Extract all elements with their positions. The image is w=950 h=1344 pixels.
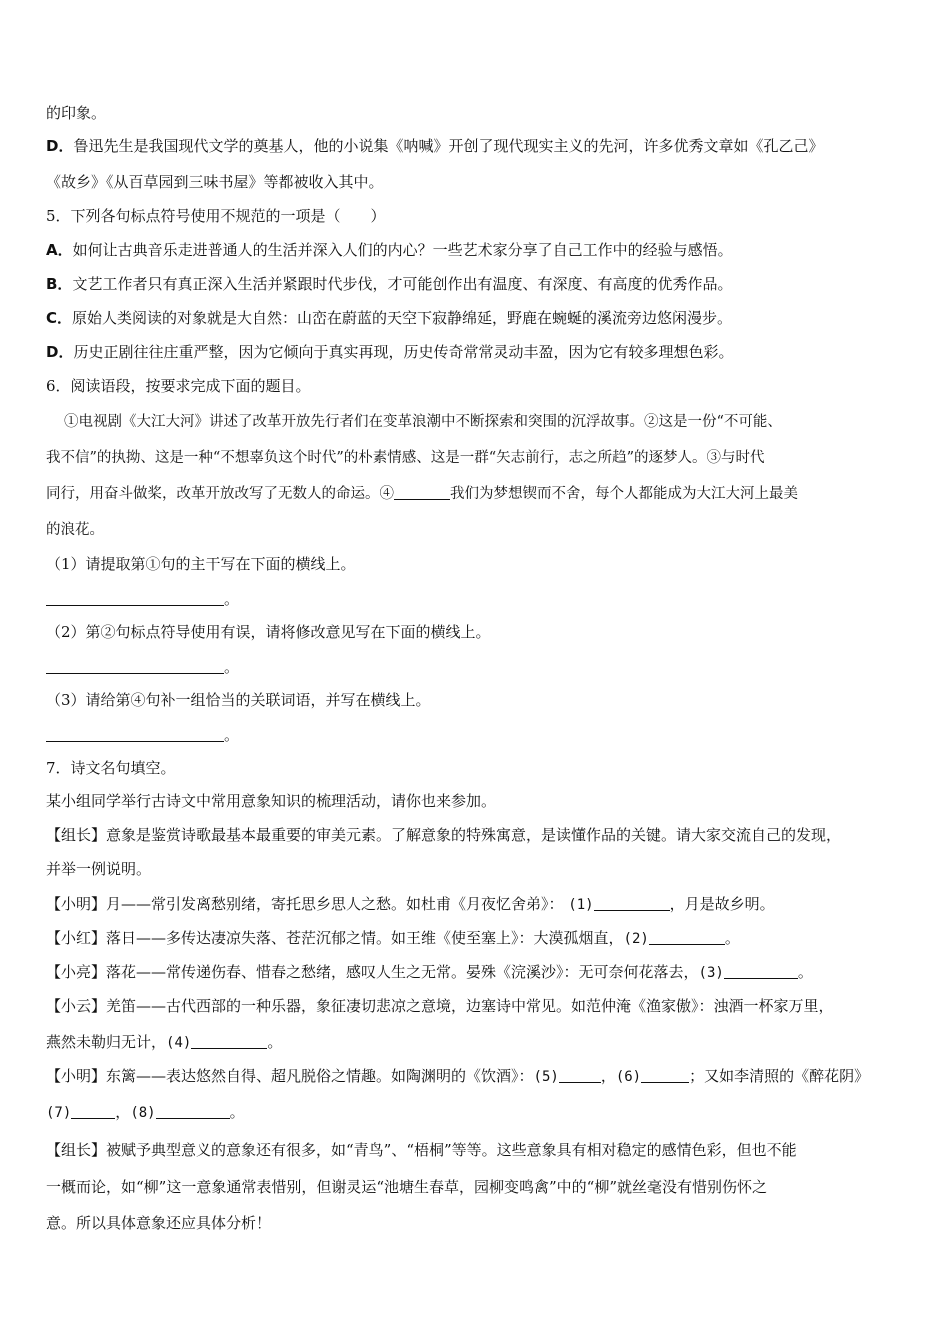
dialogue-text: 【小亮】落花——常传递伤春、惜春之愁绪，感叹人生之无常。晏殊《浣溪沙》：无可奈何花落去， <box>46 963 699 981</box>
blank-number: (4) <box>166 1035 192 1051</box>
passage-text: ①电视剧《大江大河》讲述了改革开放先行者们在变革浪潮中不断探索和突围的沉浮故事。②这是一份“不可能、 <box>64 414 782 430</box>
q7-leader-1-cont <box>46 859 151 879</box>
period: 。 <box>224 726 240 744</box>
dialogue-text: 。 <box>724 929 740 947</box>
blank-number: (5) <box>533 1069 559 1085</box>
dialogue-text: 一概而论，如“柳”这一意象通常表惜别，但谢灵运“池塘生春草，园柳变鸣禽”中的“柳”就丝毫没有惜别伤怀之 <box>46 1178 768 1196</box>
sub-question: （1）请提取第①句的主干写在下面的横线上。 <box>46 555 356 573</box>
q6-answer-line-3 <box>46 725 239 745</box>
answer-blank[interactable] <box>724 964 798 979</box>
answer-blank[interactable] <box>594 896 670 911</box>
q5-option-c <box>46 308 732 328</box>
q6-passage-line <box>46 520 104 540</box>
q6-sub3 <box>46 690 431 710</box>
option-label: A． <box>46 241 73 259</box>
q4-option-d-cont <box>46 172 384 192</box>
q7-xiaoyun <box>46 996 834 1016</box>
dialogue-text: ，月是故乡明。 <box>669 895 775 913</box>
q7-leader-2-cont <box>46 1213 271 1233</box>
dialogue-text: 。 <box>229 1103 245 1121</box>
q5-stem <box>46 206 386 226</box>
q5-option-a <box>46 240 733 260</box>
period: 。 <box>224 590 240 608</box>
q5-option-b <box>46 274 732 294</box>
q6-passage-line <box>46 448 765 468</box>
answer-blank[interactable] <box>46 659 224 674</box>
q7-xiaoming-1 <box>46 894 775 915</box>
period: 。 <box>224 658 240 676</box>
q6-sub2 <box>46 622 491 642</box>
answer-blank[interactable] <box>394 485 450 500</box>
passage-text: 我们为梦想锲而不舍，每个人都能成为大江大河上最美 <box>450 486 798 502</box>
sub-question: （3）请给第④句补一组恰当的关联词语，并写在横线上。 <box>46 691 431 709</box>
question-stem: 7．诗文名句填空。 <box>46 759 176 777</box>
dialogue-text: 燕然未勒归无计， <box>46 1033 167 1051</box>
q7-leader-2 <box>46 1140 797 1160</box>
dialogue-text: ， <box>600 1067 616 1085</box>
option-label: B． <box>46 275 73 293</box>
option-text: 原始人类阅读的对象就是大自然：山峦在蔚蓝的天空下寂静绵延，野鹿在蜿蜒的溪流旁边悠闲漫步。 <box>72 309 733 327</box>
passage-text: 我不信”的执拗、这是一种“不想辜负这个时代”的朴素情感、这是一群“矢志前行，志之所趋”的逐梦人。③与时代 <box>46 450 765 466</box>
dialogue-text: 【小云】羌笛——古代西部的一种乐器，象征凄切悲凉之意境，边塞诗中常见。如范仲淹《渔家傲》：浊酒一杯家万里， <box>46 997 834 1015</box>
dialogue-text: ；又如李清照的《醉花阴》 <box>689 1067 870 1085</box>
q6-answer-line-1 <box>46 589 239 609</box>
q7-leader-1 <box>46 825 841 845</box>
option-text: 文艺工作者只有真正深入生活并紧跟时代步伐，才可能创作出有温度、有深度、有高度的优秀作品。 <box>72 275 733 293</box>
option-text: 鲁迅先生是我国现代文学的奠基人，他的小说集《呐喊》开创了现代现实主义的先河，许多优秀文章如《孔乙己》 <box>73 137 824 155</box>
q6-answer-line-2 <box>46 657 239 677</box>
q7-xiaoming-2-cont <box>46 1102 245 1123</box>
passage-text: 同行，用奋斗做桨，改革开放改写了无数人的命运。④ <box>46 486 394 502</box>
q6-passage-line <box>64 412 782 432</box>
option-label: D． <box>46 343 74 361</box>
q6-passage-line <box>46 484 798 504</box>
q7-xiaoming-2 <box>46 1066 869 1087</box>
answer-blank[interactable] <box>46 727 224 742</box>
option-text: 如何让古典音乐走进普通人的生活并深入人们的内心？一些艺术家分享了自己工作中的经验与感悟。 <box>72 241 733 259</box>
answer-blank[interactable] <box>649 930 725 945</box>
dialogue-text: 【组长】被赋予典型意义的意象还有很多，如“青鸟”、“梧桐”等等。这些意象具有相对稳定的感情色彩，但也不能 <box>46 1141 797 1159</box>
dialogue-text: 【组长】意象是鉴赏诗歌最基本最重要的审美元素。了解意象的特殊寓意，是读懂作品的关键。请大家交流自己的发现， <box>46 826 842 844</box>
blank-number: (6) <box>615 1069 642 1085</box>
q4-option-d <box>46 136 823 156</box>
option-text: 历史正剧往往庄重严整，因为它倾向于真实再现，历史传奇常常灵动丰盈，因为它有较多理想色彩。 <box>73 343 734 361</box>
dialogue-text: 并举一例说明。 <box>46 860 152 878</box>
passage-text: 的浪花。 <box>46 522 104 538</box>
blank-number: (1) <box>568 897 594 913</box>
question-stem: 5．下列各句标点符号使用不规范的一项是（ ） <box>46 207 386 225</box>
q5-option-d <box>46 342 733 362</box>
blank-number: (2) <box>623 931 649 947</box>
q4-tail-line <box>46 103 106 123</box>
q7-stem <box>46 758 176 778</box>
dialogue-text: 【小明】月——常引发离愁别绪，寄托思乡思人之愁。如杜甫《月夜忆舍弟》： <box>46 895 564 913</box>
question-stem: 6．阅读语段，按要求完成下面的题目。 <box>46 377 311 395</box>
q7-leader-2-cont <box>46 1177 767 1197</box>
intro-text: 某小组同学举行古诗文中常用意象知识的梳理活动，请你也来参加。 <box>46 792 497 810</box>
dialogue-text: 。 <box>797 963 813 981</box>
q7-xiaoliang <box>46 962 813 983</box>
option-label: C． <box>46 309 73 327</box>
answer-blank[interactable] <box>641 1068 689 1083</box>
dialogue-text: ， <box>115 1103 131 1121</box>
dialogue-text: 意。所以具体意象还应具体分析！ <box>46 1214 272 1232</box>
answer-blank[interactable] <box>46 591 224 606</box>
q7-intro <box>46 791 496 811</box>
blank-number: (7) <box>46 1105 72 1121</box>
answer-blank[interactable] <box>559 1068 601 1083</box>
dialogue-text: 【小明】东篱——表达悠然自得、超凡脱俗之情趣。如陶渊明的《饮酒》： <box>46 1067 534 1085</box>
answer-blank[interactable] <box>191 1034 267 1049</box>
blank-number: (3) <box>698 965 724 981</box>
q7-xiaohong <box>46 928 740 949</box>
q7-xiaoyun-cont <box>46 1032 282 1053</box>
answer-blank[interactable] <box>156 1104 230 1119</box>
answer-blank[interactable] <box>71 1104 115 1119</box>
option-text: 《故乡》《从百草园到三味书屋》等都被收入其中。 <box>46 173 384 191</box>
dialogue-text: 【小红】落日——多传达凄凉失落、苍茫沉郁之情。如王维《使至塞上》：大漠孤烟直， <box>46 929 624 947</box>
text: 的印象。 <box>46 104 107 122</box>
q6-stem <box>46 376 311 396</box>
q6-sub1 <box>46 554 356 574</box>
blank-number: (8) <box>130 1105 156 1121</box>
sub-question: （2）第②句标点符导使用有误，请将修改意见写在下面的横线上。 <box>46 623 491 641</box>
option-label: D． <box>46 137 74 155</box>
dialogue-text: 。 <box>267 1033 283 1051</box>
